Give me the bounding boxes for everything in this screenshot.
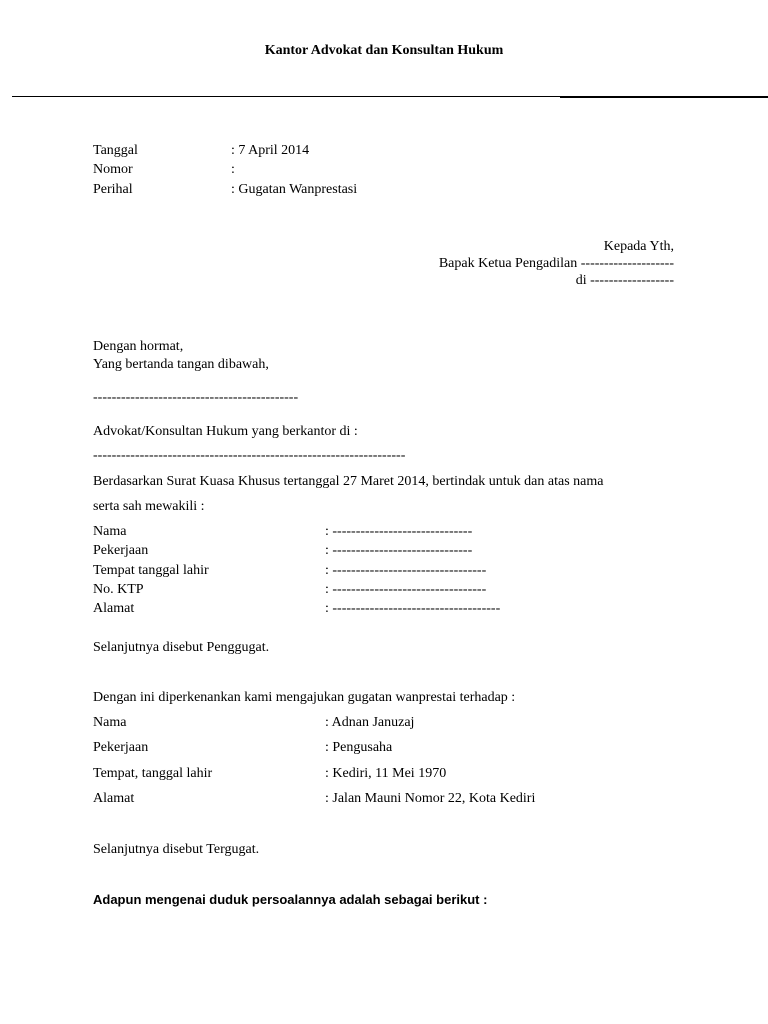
meta-value-subject: : Gugatan Wanprestasi	[231, 182, 358, 197]
plaintiff-label-name: Nama	[93, 524, 127, 539]
greeting: Dengan hormat,	[93, 339, 184, 354]
meta-value-date: : 7 April 2014	[231, 143, 310, 158]
defendant-label-birth: Tempat, tanggal lahir	[93, 766, 213, 781]
matter-heading: Adapun mengenai duduk persoalannya adalah sebagai berikut :	[93, 892, 488, 907]
meta-label-subject: Perihal	[93, 182, 133, 197]
recipient-salutation: Kepada Yth,	[603, 239, 674, 254]
defendant-label-name: Nama	[93, 715, 127, 730]
document-title: Kantor Advokat dan Konsultan Hukum	[264, 43, 504, 58]
meta-value-number: :	[231, 162, 235, 177]
plaintiff-reference: Selanjutnya disebut Penggugat.	[93, 640, 270, 655]
meta-label-date: Tanggal	[93, 143, 138, 158]
defendant-value-address: : Jalan Mauni Nomor 22, Kota Kediri	[325, 791, 536, 806]
header-divider-segment	[560, 97, 768, 98]
plaintiff-label-birth: Tempat tanggal lahir	[93, 563, 209, 578]
defendant-label-address: Alamat	[93, 791, 135, 806]
plaintiff-label-id: No. KTP	[93, 582, 144, 597]
defendant-label-occupation: Pekerjaan	[93, 740, 149, 755]
plaintiff-value-birth: : ---------------------------------	[325, 563, 487, 578]
defendant-reference: Selanjutnya disebut Tergugat.	[93, 842, 260, 857]
plaintiff-value-id: : ---------------------------------	[325, 582, 487, 597]
defendant-value-birth: : Kediri, 11 Mei 1970	[325, 766, 447, 781]
claim-intro: Dengan ini diperkenankan kami mengajukan gugatan wanprestai terhadap :	[93, 690, 516, 705]
plaintiff-label-address: Alamat	[93, 601, 135, 616]
defendant-value-occupation: : Pengusaha	[325, 740, 393, 755]
plaintiff-value-address: : ------------------------------------	[325, 601, 501, 616]
recipient-location: di ------------------	[575, 273, 674, 288]
representing-line: serta sah mewakili :	[93, 499, 205, 514]
advocate-office-line: Advokat/Konsultan Hukum yang berkantor di :	[93, 424, 358, 439]
plaintiff-label-occupation: Pekerjaan	[93, 543, 149, 558]
defendant-value-name: : Adnan Januzaj	[325, 715, 415, 730]
office-address-blank-line: -------------------------------------------------------------------	[93, 448, 406, 463]
recipient-court: Bapak Ketua Pengadilan --------------------	[438, 256, 674, 271]
plaintiff-value-name: : ------------------------------	[325, 524, 473, 539]
plaintiff-value-occupation: : ------------------------------	[325, 543, 473, 558]
power-of-attorney-line: Berdasarkan Surat Kuasa Khusus tertanggal 27 Maret 2014, bertindak untuk dan atas nama	[93, 474, 604, 489]
meta-label-number: Nomor	[93, 162, 133, 177]
signed-below-line: Yang bertanda tangan dibawah,	[93, 357, 269, 372]
name-blank-line: --------------------------------------------	[93, 390, 299, 405]
